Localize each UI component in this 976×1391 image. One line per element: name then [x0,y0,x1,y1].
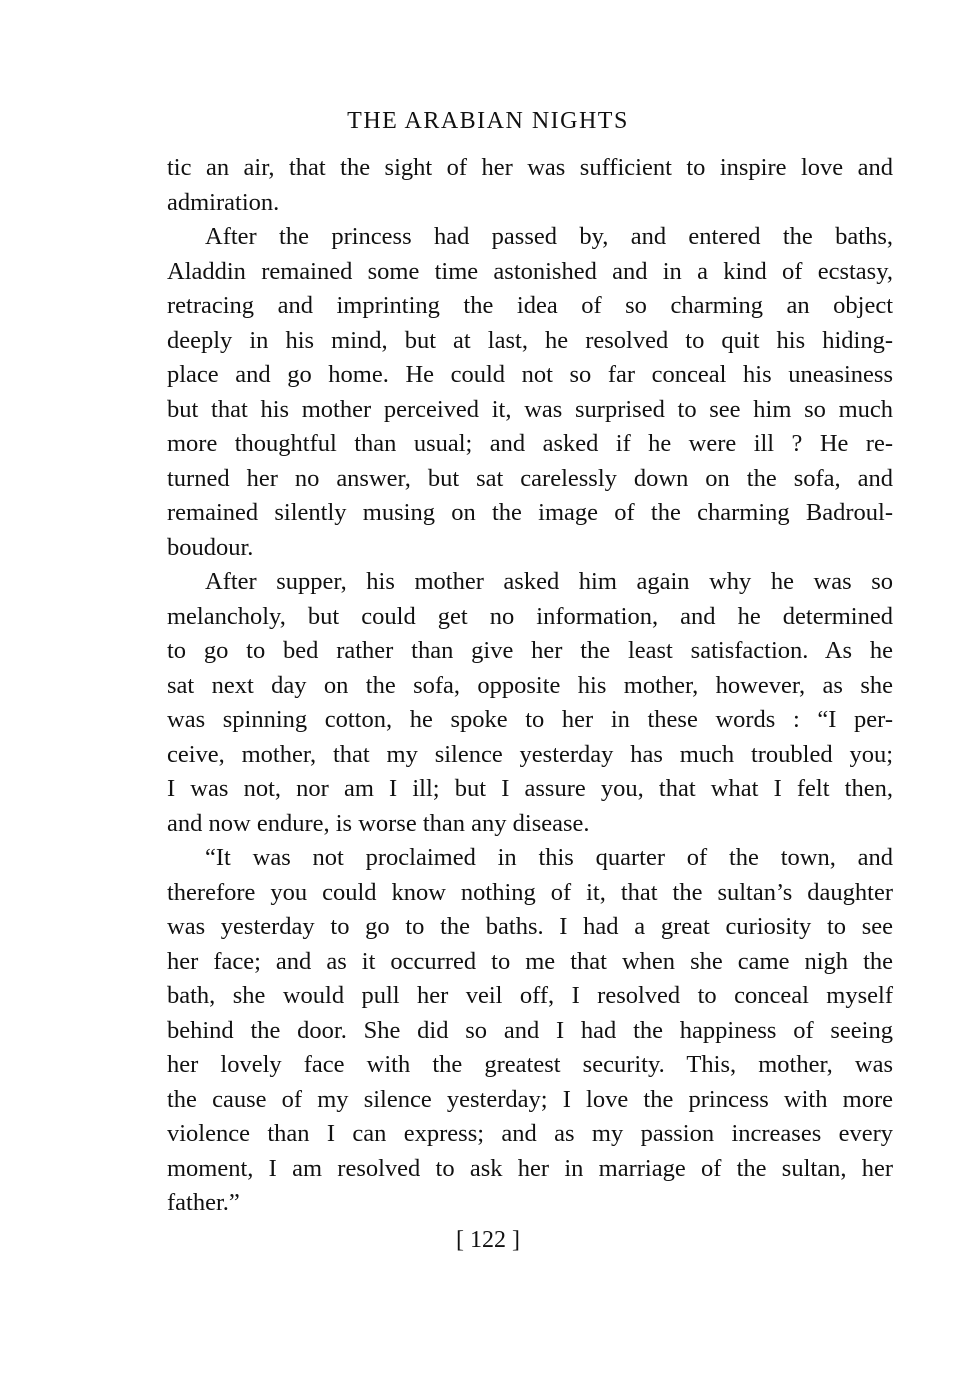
text-line: admiration. [167,188,280,216]
page-number: [ 122 ] [456,1227,520,1253]
text-line: place and go home. He could not so far conceal his uneasiness [167,361,893,388]
text-line: sat next day on the sofa, opposite his mother, however, as she [167,671,893,699]
text-line: tic an air, that the sight of her was sufficient to inspire love and [167,154,893,181]
text-line: to go to bed rather than give her the least satisfaction. As he [167,637,893,664]
text-line: the cause of my silence yesterday; I love the princess with more [167,1085,893,1113]
text-line: moment, I am resolved to ask her in marriage of the sultan, her [167,1154,893,1182]
text-line: violence than I can express; and as my passion increases every [167,1120,893,1147]
text-line: her face; and as it occurred to me that when she came nigh the [167,947,893,975]
text-line: bath, she would pull her veil off, I resolved to conceal myself [167,982,893,1009]
text-line: was yesterday to go to the baths. I had a great curiosity to see [167,913,893,940]
text-line: ceive, mother, that my silence yesterday has much troubled you; [167,740,893,768]
text-line: “It was not proclaimed in this quarter of the town, and [205,844,893,871]
text-line: turned her no answer, but sat carelessly down on the sofa, and [167,464,893,492]
text-line: deeply in his mind, but at last, he resolved to quit his hiding- [167,326,893,354]
text-line: more thoughtful than usual; and asked if he were ill ? He re- [167,430,893,457]
paragraph [167,220,893,565]
text-line: boudour. [167,533,254,561]
paragraph [167,565,893,841]
paragraph [167,841,893,1221]
text-line: Aladdin remained some time astonished and in a kind of ecstasy, [167,257,893,285]
running-header: THE ARABIAN NIGHTS [347,108,629,134]
page-body [167,151,893,1221]
text-line: but that his mother perceived it, was surprised to see him so much [167,395,893,423]
text-line: remained silently musing on the image of the charming Badroul- [167,499,893,526]
text-line: retracing and imprinting the idea of so charming an object [167,292,893,319]
text-line: I was not, nor am I ill; but I assure you, that what I felt then, [167,775,893,802]
paragraph [167,151,893,220]
text-line: and now endure, is worse than any disease. [167,809,590,837]
text-line: therefore you could know nothing of it, that the sultan’s daughter [167,878,893,906]
text-line: melancholy, but could get no information, and he determined [167,602,893,630]
text-line: After supper, his mother asked him again why he was so [205,568,893,595]
text-line: was spinning cotton, he spoke to her in these words : “I per- [167,706,893,733]
text-line: behind the door. She did so and I had the happiness of seeing [167,1016,893,1044]
text-line: her lovely face with the greatest security. This, mother, was [167,1051,893,1078]
text-line: After the princess had passed by, and entered the baths, [205,223,893,250]
text-line: father.” [167,1189,240,1216]
